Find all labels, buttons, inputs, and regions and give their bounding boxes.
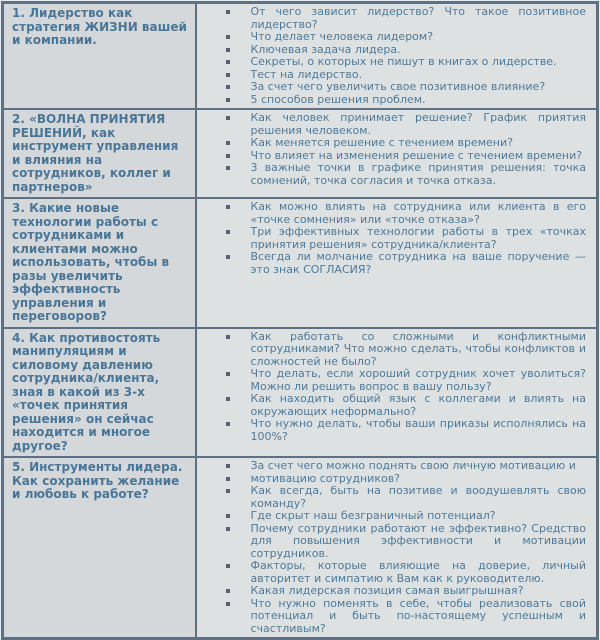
questions-cell <box>196 109 598 198</box>
topic-cell <box>3 109 196 198</box>
question-list <box>197 112 589 187</box>
question-text: Как можно влиять на сотрудника или клиента в его «точке сомнения» или «точке отказа»? <box>250 200 586 226</box>
question-text: Три эффективных технологии работы в трех «точках принятия решения» сотрудника/клиента? <box>250 225 586 251</box>
question-item <box>197 560 589 585</box>
bullet-icon <box>226 230 230 234</box>
topic-cell <box>3 328 196 458</box>
questions-cell <box>196 198 598 328</box>
bullet-icon <box>226 564 230 568</box>
bullet-icon <box>226 422 230 426</box>
bullet-icon <box>226 477 230 481</box>
bullet-icon <box>226 527 230 531</box>
bullet-icon <box>226 464 230 468</box>
question-item <box>197 393 589 418</box>
question-text: Что нужно поменять в себе, чтобы реализовать свой потенциал и быть по-настоящему успешным и счастливым? <box>250 596 586 635</box>
question-item <box>197 331 589 369</box>
bullet-icon <box>226 35 230 39</box>
table-row <box>3 3 598 110</box>
bullet-icon <box>226 205 230 209</box>
bullet-icon <box>226 255 230 259</box>
topic-cell <box>3 3 196 110</box>
bullet-icon <box>226 589 230 593</box>
question-item <box>197 112 589 137</box>
question-item <box>197 201 589 226</box>
question-text: Что делает человека лидером? <box>250 30 434 43</box>
questions-cell <box>196 328 598 458</box>
topic-title: 2. «ВОЛНА ПРИНЯТИЯ РЕШЕНИЙ, как инструмент управления и влияния на сотрудников, коллег и партнеров» <box>12 112 179 194</box>
question-item <box>197 598 589 636</box>
bullet-icon <box>226 335 230 339</box>
bullet-icon <box>226 60 230 64</box>
question-text: Где скрыт наш безграничный потенциал? <box>250 509 496 522</box>
question-text: Что нужно делать, чтобы ваши приказы исполнялись на 100%? <box>250 417 586 443</box>
question-text: Что делать, если хороший сотрудник хочет уволиться? Можно ли решить вопрос в вашу пользу? <box>250 367 586 393</box>
bullet-icon <box>226 514 230 518</box>
bullet-icon <box>226 166 230 170</box>
topic-title: 5. Инструменты лидера. Как сохранить желание и любовь к работе? <box>12 460 183 501</box>
bullet-icon <box>226 10 230 14</box>
question-text: За счет чего увеличить свое позитивное влияние? <box>250 80 546 93</box>
question-text: Что влияет на изменения решение с течением времени? <box>250 148 583 162</box>
bullet-icon <box>226 85 230 89</box>
questions-cell <box>196 3 598 110</box>
question-item <box>197 418 589 443</box>
question-text: Как находить общий язык с коллегами и влиять на окружающих неформально? <box>250 392 586 418</box>
bullet-icon <box>226 73 230 77</box>
question-text: От чего зависит лидерство? Что такое позитивное лидерство? <box>250 5 586 31</box>
question-text: Как всегда, быть на позитиве и воодушевлять свою команду? <box>250 484 586 510</box>
bullet-icon <box>226 154 230 158</box>
topic-title: 3. Какие новые технологии работы с сотрудниками и клиентами можно использовать, чтобы в разы увеличить эффективность управления и переговоров? <box>12 201 170 323</box>
question-text: Почему сотрудники работают не эффективно? Средство для повышения эффективности и мотивации сотрудников. <box>250 521 586 560</box>
question-list <box>197 460 589 635</box>
bullet-icon <box>226 602 230 606</box>
question-text: Факторы, которые влияющие на доверие, личный авторитет и симпатию к Вам как к руководителю. <box>250 559 586 585</box>
topic-title: 4. Как противостоять манипуляциям и силовому давлению сотрудника/клиента, зная в какой из 3-х «точек принятия решения» он сейчас находится и многое другое? <box>12 330 161 453</box>
questions-cell <box>196 457 598 639</box>
question-text: мотивацию сотрудников? <box>250 471 401 485</box>
question-item <box>197 485 589 510</box>
question-list <box>197 331 589 444</box>
question-text: 5 способов решения проблем. <box>250 92 426 106</box>
program-table-body <box>3 3 598 639</box>
table-row <box>3 328 598 458</box>
question-item <box>197 523 589 561</box>
table-row <box>3 109 598 198</box>
topic-cell <box>3 198 196 328</box>
question-text: Какая лидерская позиция самая выигрышная? <box>250 584 524 597</box>
question-item <box>197 162 589 187</box>
table-row <box>3 198 598 328</box>
question-item <box>197 226 589 251</box>
question-text: Ключевая задача лидера. <box>250 42 401 56</box>
question-item <box>197 94 589 107</box>
question-text: Всегда ли молчание сотрудника на ваше поручение — это знак СОГЛАСИЯ? <box>250 250 586 276</box>
topic-cell <box>3 457 196 639</box>
question-text: Как человек принимает решение? График приятия решения человеком. <box>250 111 586 137</box>
table-row <box>3 457 598 639</box>
bullet-icon <box>226 397 230 401</box>
question-text: Как работать со сложными и конфликтными сотрудниками? Что можно сделать, чтобы конфликтов и сложностей не было? <box>250 329 586 368</box>
question-item <box>197 6 589 31</box>
question-text: Как меняется решение с течением времени? <box>250 136 513 149</box>
question-item <box>197 368 589 393</box>
question-item <box>197 251 589 276</box>
bullet-icon <box>226 372 230 376</box>
topic-title: 1. Лидерство как стратегия ЖИЗНИ вашей и компании. <box>12 6 187 47</box>
bullet-icon <box>226 489 230 493</box>
bullet-icon <box>226 116 230 120</box>
bullet-icon <box>226 98 230 102</box>
question-text: Секреты, о которых не пишут в книгах о лидерстве. <box>250 55 557 68</box>
bullet-icon <box>226 48 230 52</box>
question-text: 3 важные точки в графике принятия решения: точка сомнений, точка согласия и точка отказа. <box>250 161 586 187</box>
question-list <box>197 201 589 276</box>
question-text: Тест на лидерство. <box>250 67 363 81</box>
bullet-icon <box>226 141 230 145</box>
program-table <box>1 1 599 640</box>
question-list <box>197 6 589 106</box>
question-text: За счет чего можно поднять свою личную мотивацию и <box>250 459 576 472</box>
